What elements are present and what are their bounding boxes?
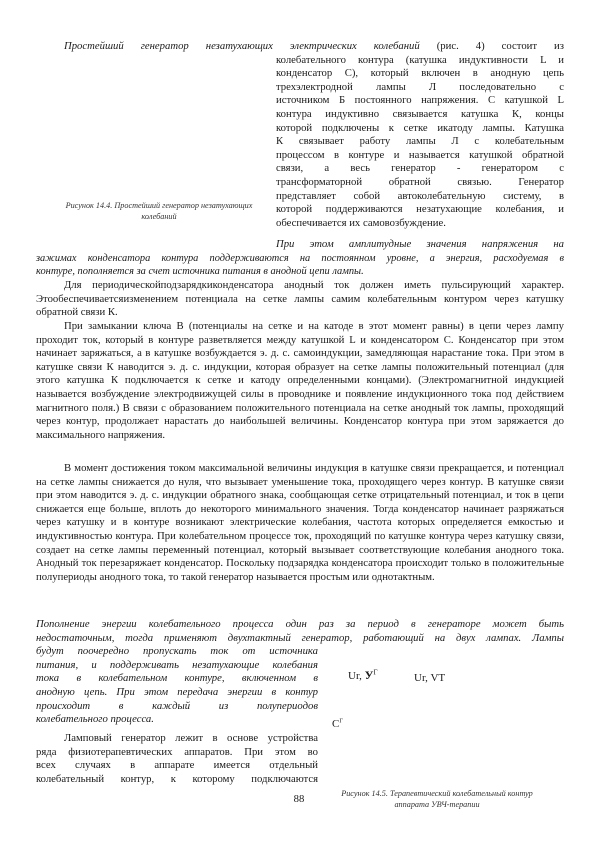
page-number: 88 <box>293 793 305 805</box>
lamp-line: ряда физиотерапевтических аппаратов. При этом во <box>36 745 318 758</box>
para-key-closing: При замыкании ключа В (потенциалы на сетке и на катоде в этот момент равны) в цепи через лампу проходит ток, который в контуре разветвляется между катушкой L и конденсатором С. Конденсатор при этом начинает заряжаться, а в катушке возбуждается э. д. с. самоиндукции, замедляющая нарастание тока. При этом в катушке связи К наводится э. д. с. индукции, которая образует на сетке лампы положительный потенциал (для этого катушка К подключается к сетке и катоду определенными концами). (Электромагнитной индукцией называется возбуждение электродвижущей силы в проводнике и появление индукционного тока под действием магнитного поля.) В связи с образованием положительного потенциала на сетке анодный ток лампы, проходящий через контур, продолжает нарастать до наибольшей величины. Конденсатор контура при этом заряжается до максимального напряжения. <box>36 320 564 441</box>
intro-wrapped-text <box>276 54 564 231</box>
intro-wrap-line: колебательного контура (катушка индуктивности L и <box>276 53 564 66</box>
para-pulsating-current: Для периодическойподзарядкиконденсатора анодный ток должен иметь пульсирующий характер. Этообеспечиваетсяизменением потенциала на сетке лампы самим колебательным контуром через катушку обратной связи К. <box>36 279 564 319</box>
intro-wrap-line: которой подключены к сетке икатоду лампы. Катушка <box>276 121 564 134</box>
intro-wrap-line: К связывает работу лампы Л с колебательным <box>276 135 564 148</box>
amplitude-para-first-line: При этом амплитудные значения напряжения на <box>276 238 564 250</box>
push-pull-line: питания, и поддерживать незатухающие колебания <box>36 658 318 671</box>
para-max-current: В момент достижения током максимальной величины индукция в катушке связи прекращается, и потенциал на сетке лампы снижается до нуля, что вызывает уменьшение тока, проходящего через контур. В катушке связи при этом наводится э. д. с. индукции обратного знака, сообщающая сетке отрицательный потенциал, и ток в цепи снижается еще больше, вплоть до некоторого минимального значения. Тогда конденсатор начинает разряжаться через катушку и в контуре возникают электрические колебания, частота которых определяется емкостью и индуктивностью контура. При колебательном процессе ток, проходящий по катушке контура через катушку связи, создает на сетке лампы переменный потенциал, который вызывает соответствующие колебания анодного тока. Анодный ток перезаряжает конденсатор. Поскольку подзарядка конденсатора происходит только в положительные полупериоды анодного тока, то такой генератор называется простым или однотактным. <box>36 462 564 583</box>
para-lamp-generator <box>36 732 318 786</box>
push-pull-line: Пополнение энергии колебательного процесса один раз за период в генераторе может быть <box>36 618 564 630</box>
figure-14-4-caption: Рисунок 14.4. Простейший генератор незатухающих колебаний <box>65 201 253 221</box>
label-ug1-sup: Г <box>373 668 378 677</box>
lamp-line: колебательный контур, к которому подключаются <box>36 772 318 785</box>
push-pull-line: тока в колебательном контуре, включенном в <box>36 672 318 685</box>
intro-wrap-line: трехэлектродной лампы Л последовательно с <box>276 80 564 93</box>
label-c-main: С <box>332 718 340 730</box>
amplitude-line: контуре, пополняется за счет источника питания в анодной цепи лампы. <box>36 266 364 278</box>
push-pull-line: будут поочередно пропускать ток от источника <box>36 645 318 658</box>
intro-wrap-line: связи, а весь генератор - генератором с <box>276 162 564 175</box>
intro-wrap-line: процессом в контуре и называется катушкой обратной <box>276 148 564 161</box>
intro-line-1-rest: (рис. 4) состоит из <box>436 40 564 52</box>
lamp-line: Ламповый генератор лежит в основе устройства <box>64 732 318 744</box>
amplitude-line: зажимах конденсатора контура поддерживаются на постоянном уровне, а энергия, расходуемая в <box>36 252 564 264</box>
intro-wrap-line: представляет собой автоколебательную систему, в <box>276 189 564 202</box>
intro-wrap-line: обеспечивается их самовозбуждение. <box>276 216 446 229</box>
intro-wrap-line: конденсатор С), который включен в анодную цепь <box>276 67 564 80</box>
intro-italic-phrase: Простейший генератор незатухающих электрических колебаний <box>64 40 420 52</box>
figure-14-5-caption: Рисунок 14.5. Терапевтический колебательный контур аппарата УВЧ-терапии <box>341 789 533 809</box>
push-pull-line: колебательного процесса. <box>36 713 154 726</box>
lamp-line: всех случаях в аппарате имеется отдельный <box>36 759 318 772</box>
push-pull-line: анодную цепь. При этом передача энергии в контур <box>36 685 318 698</box>
figure-14-5-label-ug1 <box>348 668 378 683</box>
figure-14-5-label-ug2: Ur, VT <box>414 672 446 684</box>
intro-wrap-line: которой поддерживаются незатухающие колебания, и <box>276 203 564 216</box>
amplitude-para-body <box>36 252 564 279</box>
intro-wrap-line: контура индуктивно связывается катушка К, концы <box>276 107 564 120</box>
push-pull-line: недостаточным, тогда применяют двухтактный генератор, работающий на двух лампах. Лампы <box>36 631 564 644</box>
para-push-pull-narrow <box>36 645 318 727</box>
intro-wrap-line: трансформаторной обратной связью. Генератор <box>276 175 564 188</box>
intro-wrap-line: источником Б постоянного напряжения. С катушкой L <box>276 94 564 107</box>
label-c-sub: Г <box>339 718 343 725</box>
para-push-pull-full <box>36 618 564 645</box>
intro-line-1 <box>64 40 564 54</box>
label-ug1-bold: У <box>364 668 374 682</box>
figure-14-5-label-c <box>332 718 343 730</box>
push-pull-line: происходит в каждый из полупериодов <box>36 699 318 712</box>
label-ug1-text: Ur, <box>348 670 362 682</box>
